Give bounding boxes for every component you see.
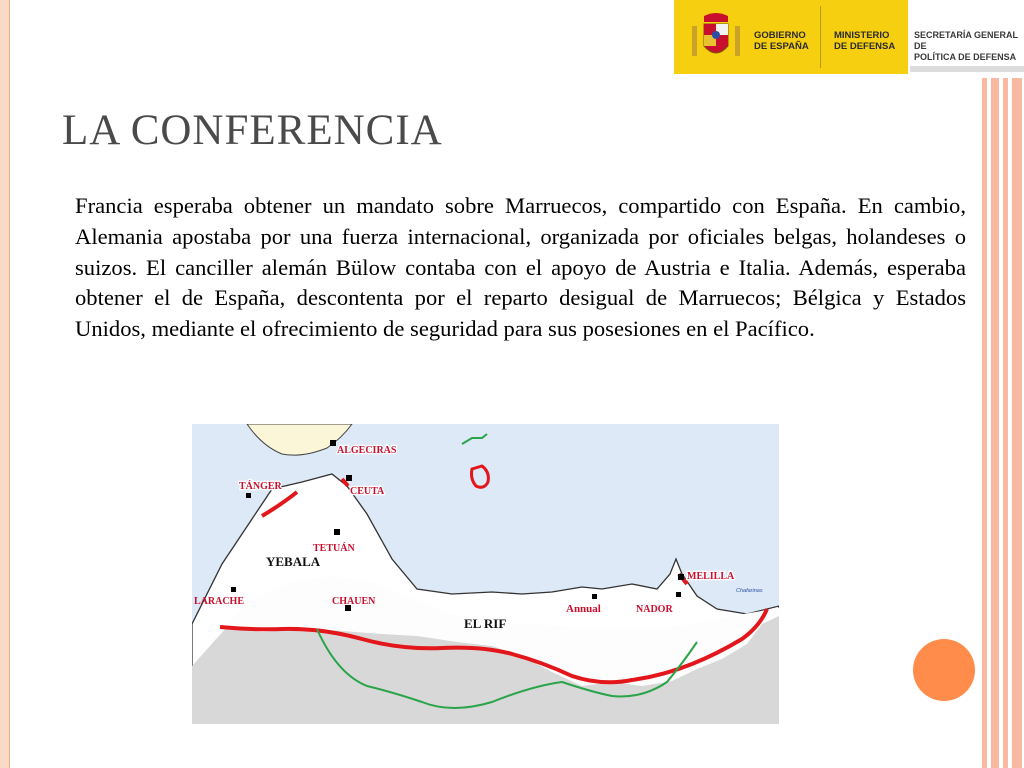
label-ceuta: CEUTA <box>350 486 385 497</box>
label-chauen: CHAUEN <box>332 596 376 607</box>
gov-logo-divider <box>820 6 821 68</box>
label-melilla: MELILLA <box>687 571 735 582</box>
marker-larache <box>231 587 236 592</box>
slide-title: LA CONFERENCIA <box>62 107 443 154</box>
right-decorative-stripes <box>978 78 1024 768</box>
label-algeciras: ALGECIRAS <box>337 445 397 456</box>
label-annual: Annual <box>566 603 601 615</box>
gov-spain-label: GOBIERNO DE ESPAÑA <box>754 30 809 52</box>
marker-ceuta <box>346 475 352 481</box>
marker-algeciras <box>330 440 336 446</box>
northern-morocco-map <box>192 424 779 724</box>
label-el-rif: EL RIF <box>464 616 507 631</box>
secretariat-label: SECRETARÍA GENERAL DE POLÍTICA DE DEFENSA <box>914 30 1018 62</box>
marker-tetuan <box>334 529 340 535</box>
ministry-label: MINISTERIO DE DEFENSA <box>834 30 896 52</box>
header-gray-bar <box>910 66 1024 72</box>
label-tetuan: TETUÁN <box>313 543 355 554</box>
left-decorative-border <box>0 0 10 768</box>
marker-annual <box>592 594 597 599</box>
label-chafarinas: Chafarinas <box>736 588 763 594</box>
coat-of-arms-icon <box>688 12 744 64</box>
label-larache: LARACHE <box>194 596 245 607</box>
marker-tanger <box>246 493 251 498</box>
marker-nador <box>676 592 681 597</box>
government-logo-header <box>674 0 1024 76</box>
label-nador: NADOR <box>636 604 673 615</box>
marker-melilla <box>678 574 684 580</box>
label-yebala: YEBALA <box>266 554 321 569</box>
slide-body-text: Francia esperaba obtener un mandato sobre Marruecos, compartido con España. En cambio, Alemania apostaba por una fuerza internacional, organizada por oficiales belgas, holandeses o suizos. El canciller alemán Bülow contaba con el apoyo de Austria e Italia. Además, esperaba obtener el de España, descontenta por el reparto desigual de Marruecos; Bélgica y Estados Unidos, mediante el ofrecimiento de seguridad para sus posesiones en el Pacífico. <box>75 193 966 342</box>
label-tanger: TÁNGER <box>239 481 282 492</box>
decorative-orange-circle <box>913 639 975 701</box>
